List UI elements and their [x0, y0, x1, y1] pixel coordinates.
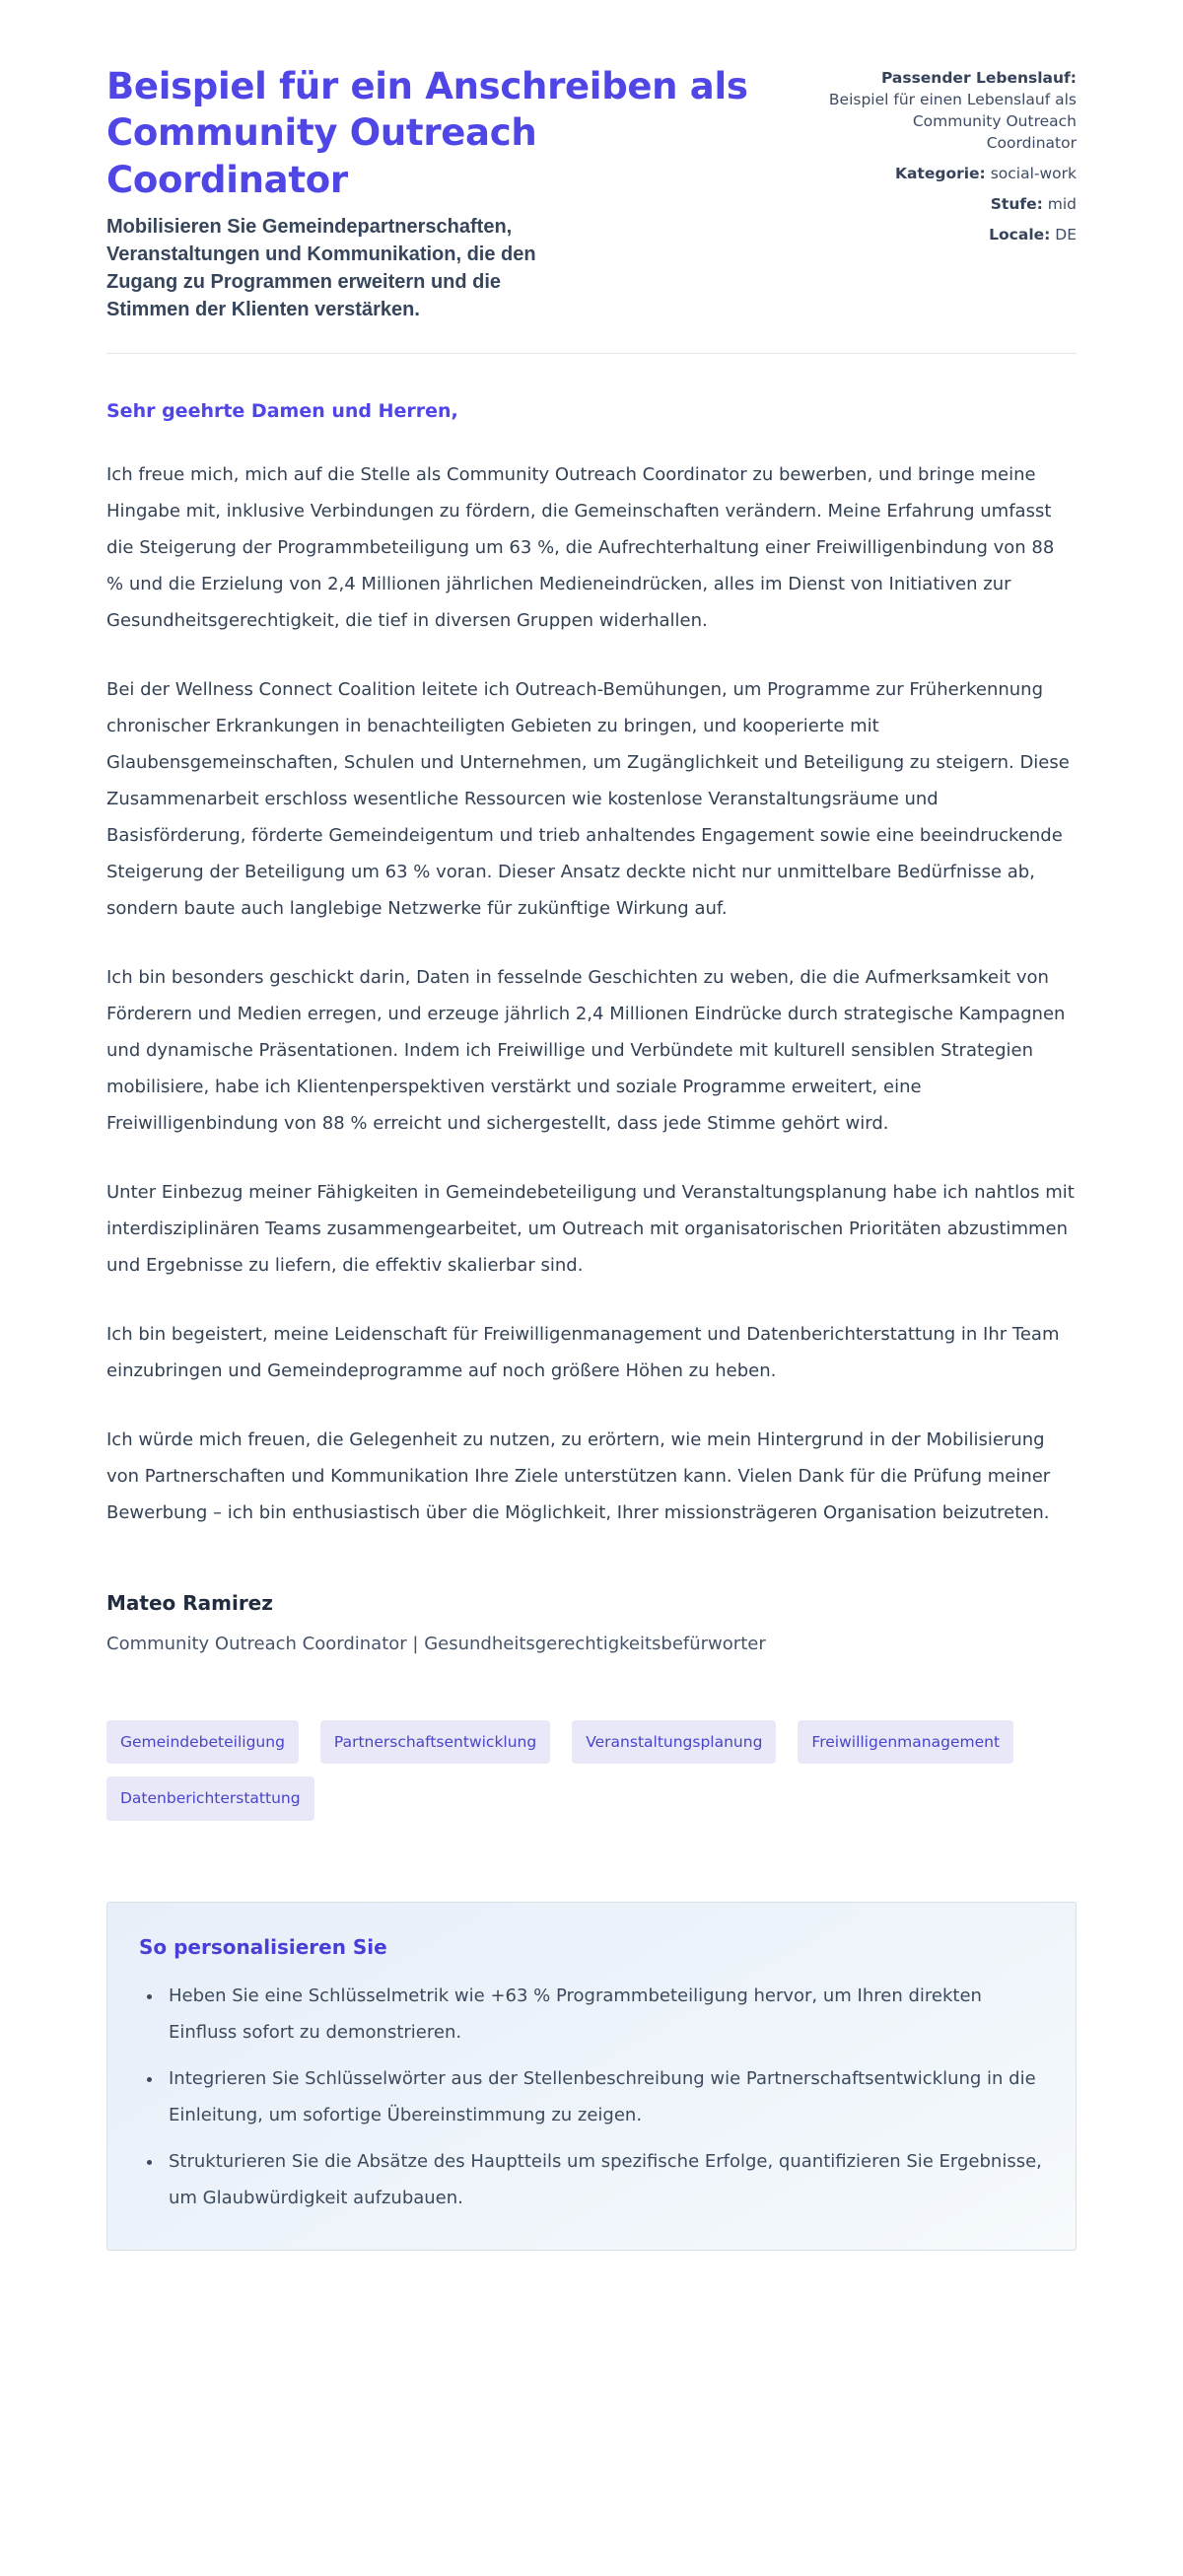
meta-locale-value: DE [1050, 226, 1077, 244]
meta-level [828, 193, 1077, 215]
letter-greeting: Sehr geehrte Damen und Herren, [106, 400, 458, 423]
meta-category [828, 163, 1077, 184]
skill-tag-veranstaltungsplanung: Veranstaltungsplanung [572, 1720, 776, 1765]
header-divider [106, 353, 1077, 354]
skill-tag-gemeindebeteiligung: Gemeindebeteiligung [106, 1720, 299, 1765]
meta-category-value: social-work [985, 165, 1077, 182]
skill-tag-freiwilligenmanagement: Freiwilligenmanagement [798, 1720, 1013, 1765]
page-subtitle: Mobilisieren Sie Gemeindepartnerschaften, Veranstaltungen und Kommunikation, die den Zugang zu Programmen erweitern und die Stimmen der Klienten verstärken. [106, 216, 536, 321]
letter-paragraph-1: Ich freue mich, mich auf die Stelle als Community Outreach Coordinator zu bewerben, und bringe meine Hingabe mit, inklusive Verbindungen zu fördern, die Gemeinschaften verändern. Meine Erfahrung umfasst die Steigerung der Programmbeteiligung um 63 %, die Aufrechterhaltung einer Freiwilligenbindung von 88 % und die Erzielung von 2,4 Millionen jährlichen Medieneindrücken, alles im Dienst von Initiativen zur Gesundheitsgerechtigkeit, die tief in diversen Gruppen widerhallen. [106, 463, 1055, 631]
tips-item-1: • Heben Sie eine Schlüsselmetrik wie +63 % Programmbeteiligung hervor, um Ihren direkten Einfluss sofort zu demonstrieren. [163, 1978, 1044, 2051]
letter-paragraph-2: Bei der Wellness Connect Coalition leitete ich Outreach-Bemühungen, um Programme zur Früherkennung chronischer Erkrankungen in benachteiligten Gebieten zu bringen, und kooperierte mit Glaubensgemeinschaften, Schulen und Unternehmen, um Zugänglichkeit und Beteiligung zu steigern. Diese Zusammenarbeit erschloss wesentliche Ressourcen wie kostenlose Veranstaltungsräume und Basisförderung, förderte Gemeindeigentum und trieb anhaltendes Engagement sowie eine beeindruckende Steigerung der Beteiligung um 63 % voran. Dieser Ansatz deckte nicht nur unmittelbare Bedürfnisse ab, sondern baute auch langlebige Netzwerke für zukünftige Wirkung auf. [106, 678, 1070, 919]
page-title-line-1: Beispiel für ein Anschreiben als [106, 65, 748, 107]
tips-title: So personalisieren Sie [139, 1935, 387, 1960]
meta-panel [828, 63, 1077, 245]
meta-level-label: Stufe: [990, 195, 1043, 213]
tips-item-2: • Integrieren Sie Schlüsselwörter aus der Stellenbeschreibung wie Partnerschaftsentwicklung in die Einleitung, um sofortige Übereinstimmung zu zeigen. [163, 2060, 1044, 2133]
personalization-tips-box [106, 1902, 1077, 2251]
letter-paragraph-5: Ich bin begeistert, meine Leidenschaft für Freiwilligenmanagement und Datenberichterstattung in Ihr Team einzubringen und Gemeindeprogramme auf noch größere Höhen zu heben. [106, 1323, 1060, 1381]
header-title-block [106, 63, 748, 323]
signature-role: Community Outreach Coordinator | Gesundheitsgerechtigkeitsbefürworter [106, 1633, 766, 1654]
meta-level-value: mid [1042, 195, 1077, 213]
tips-list [139, 1978, 1044, 2216]
meta-matching-resume-value: Beispiel für einen Lebenslauf als Community Outreach Coordinator [828, 91, 1077, 152]
meta-locale [828, 224, 1077, 245]
meta-category-label: Kategorie: [894, 165, 986, 182]
page-title-line-3: Coordinator [106, 158, 348, 201]
tips-item-3: • Strukturieren Sie die Absätze des Hauptteils um spezifische Erfolge, quantifizieren Sie Ergebnisse, um Glaubwürdigkeit aufzubauen. [163, 2143, 1044, 2216]
skill-tag-partnerschaftsentwicklung: Partnerschaftsentwicklung [320, 1720, 550, 1765]
letter-paragraph-6: Ich würde mich freuen, die Gelegenheit zu nutzen, zu erörtern, wie mein Hintergrund in der Mobilisierung von Partnerschaften und Kommunikation Ihre Ziele unterstützen kann. Vielen Dank für die Prüfung meiner Bewerbung – ich bin enthusiastisch über die Möglichkeit, Ihrer missionsträgeren Organisation beizutreten. [106, 1428, 1051, 1523]
letter-paragraph-3: Ich bin besonders geschickt darin, Daten in fesselnde Geschichten zu weben, die die Aufmerksamkeit von Förderern und Medien erregen, und erzeuge jährlich 2,4 Millionen Eindrücke durch strategische Kampagnen und dynamische Präsentationen. Indem ich Freiwillige und Verbündete mit kulturell sensiblen Strategien mobilisiere, habe ich Klientenperspektiven verstärkt und soziale Programme erweitert, eine Freiwilligenbindung von 88 % erreicht und sichergestellt, dass jede Stimme gehört wird. [106, 966, 1066, 1134]
skill-tag-datenberichterstattung: Datenberichterstattung [106, 1776, 314, 1821]
signature-name: Mateo Ramirez [106, 1590, 273, 1615]
page-title-line-2: Community Outreach [106, 111, 537, 155]
page-title [106, 63, 748, 203]
meta-matching-resume-label: Passender Lebenslauf: [880, 69, 1077, 87]
skill-tag-list [106, 1720, 1077, 1821]
letter-body [106, 399, 1077, 1657]
cover-letter-page [106, 0, 1077, 2320]
meta-locale-label: Locale: [989, 226, 1051, 244]
meta-matching-resume [828, 67, 1077, 154]
page-header [106, 63, 1077, 323]
letter-paragraph-4: Unter Einbezug meiner Fähigkeiten in Gemeindebeteiligung und Veranstaltungsplanung habe ich nahtlos mit interdisziplinären Teams zusammengearbeitet, um Outreach mit organisatorischen Prioritäten abzustimmen und Ergebnisse zu liefern, die effektiv skalierbar sind. [106, 1181, 1075, 1276]
